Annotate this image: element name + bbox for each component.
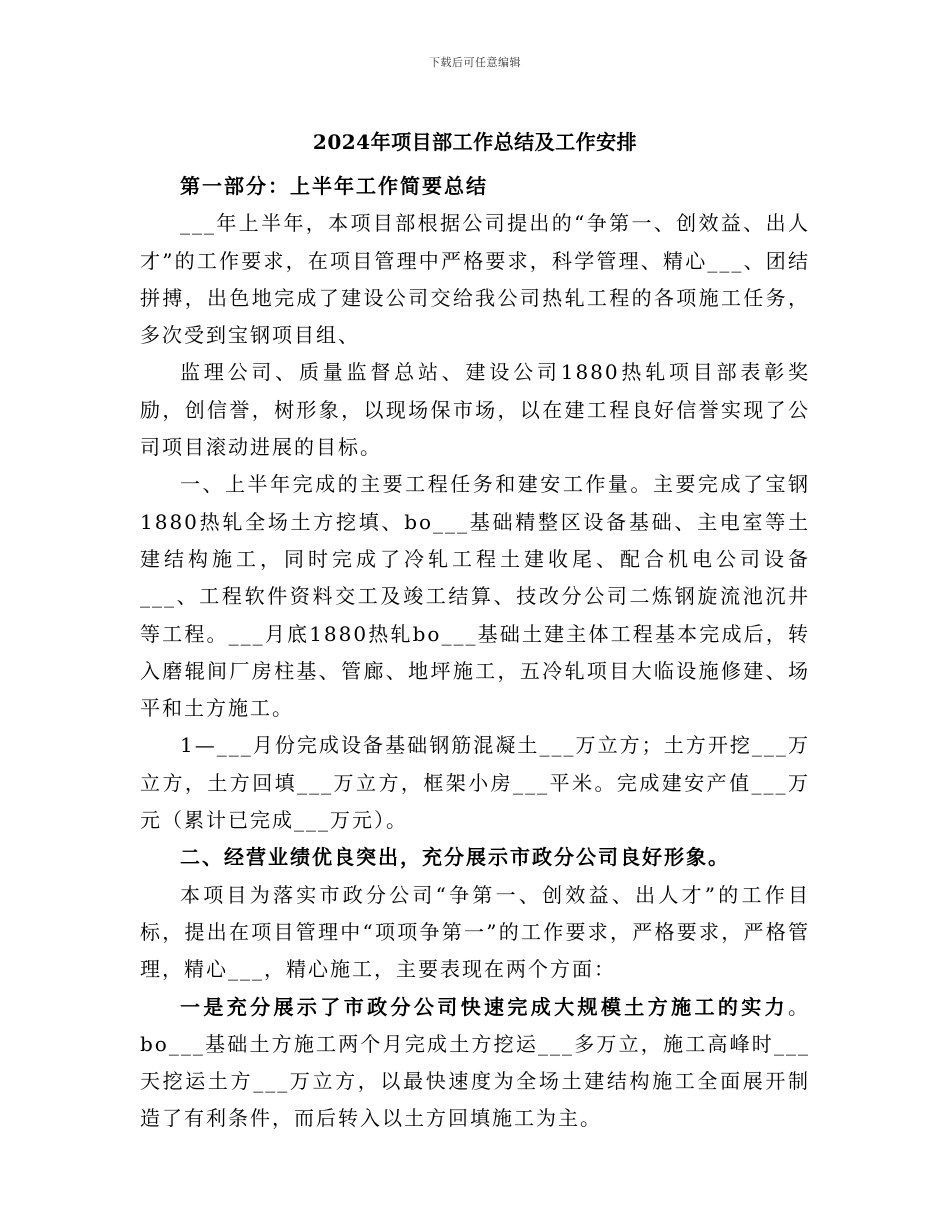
- document-title: 2024年项目部工作总结及工作安排: [312, 130, 638, 154]
- section-heading-two: 二、经营业绩优良突出，充分展示市政分公司良好形象。: [180, 845, 730, 870]
- paragraph: 本项目为落实市政分公司“争第一、创效益、出人才”的工作目标，提出在项目管理中“项项争第一”的工作要求，严格要求，严格管理，精心___，精心施工，主要表现在两个方面：: [140, 882, 810, 982]
- section-heading-part-one: 第一部分：上半年工作简要总结: [180, 174, 488, 198]
- paragraph: 一、上半年完成的主要工程任务和建安工作量。主要完成了宝钢1880热轧全场土方挖填、bo___基础精整区设备基础、主电室等土建结构施工，同时完成了冷轧工程土建收尾、配合机电公司设备___、工程软件资料交工及竣工结算、技改分公司二炼钢旋流池沉井等工程。___月底1880热轧bo___基础土建主体工程基本完成后，转入磨辊间厂房柱基、管廊、地坪施工，五冷轧项目大临设施修建、场平和土方施工。: [140, 472, 810, 721]
- document-body: [140, 168, 810, 1138]
- paragraph-with-lead: [140, 989, 810, 1138]
- paragraph: ___年上半年，本项目部根据公司提出的“争第一、创效益、出人才”的工作要求，在项目管理中严格要求，科学管理、精心___、团结拼搏，出色地完成了建设公司交给我公司热轧工程的各项施工任务，多次受到宝钢项目组、: [140, 211, 810, 348]
- paragraph: 监理公司、质量监督总站、建设公司1880热轧项目部表彰奖励，创信誉，树形象，以现场保市场，以在建工程良好信誉实现了公司项目滚动进展的目标。: [140, 360, 810, 460]
- paragraph: 1—___月份完成设备基础钢筋混凝土___万立方；土方开挖___万立方，土方回填___万立方，框架小房___平米。完成建安产值___万元（累计已完成___万元）。: [140, 733, 810, 833]
- paragraph-lead-bold: 一是充分展示了市政分公司快速完成大规模土方施工的实力: [180, 994, 788, 1019]
- paragraph-rest: 。bo___基础土方施工两个月完成土方挖运___多万立，施工高峰时___天挖运土方___万立方，以最快速度为全场土建结构施工全面展开制造了有利条件，而后转入以土方回填施工为主。: [140, 994, 810, 1131]
- header-note: 下载后可任意编辑: [429, 56, 521, 69]
